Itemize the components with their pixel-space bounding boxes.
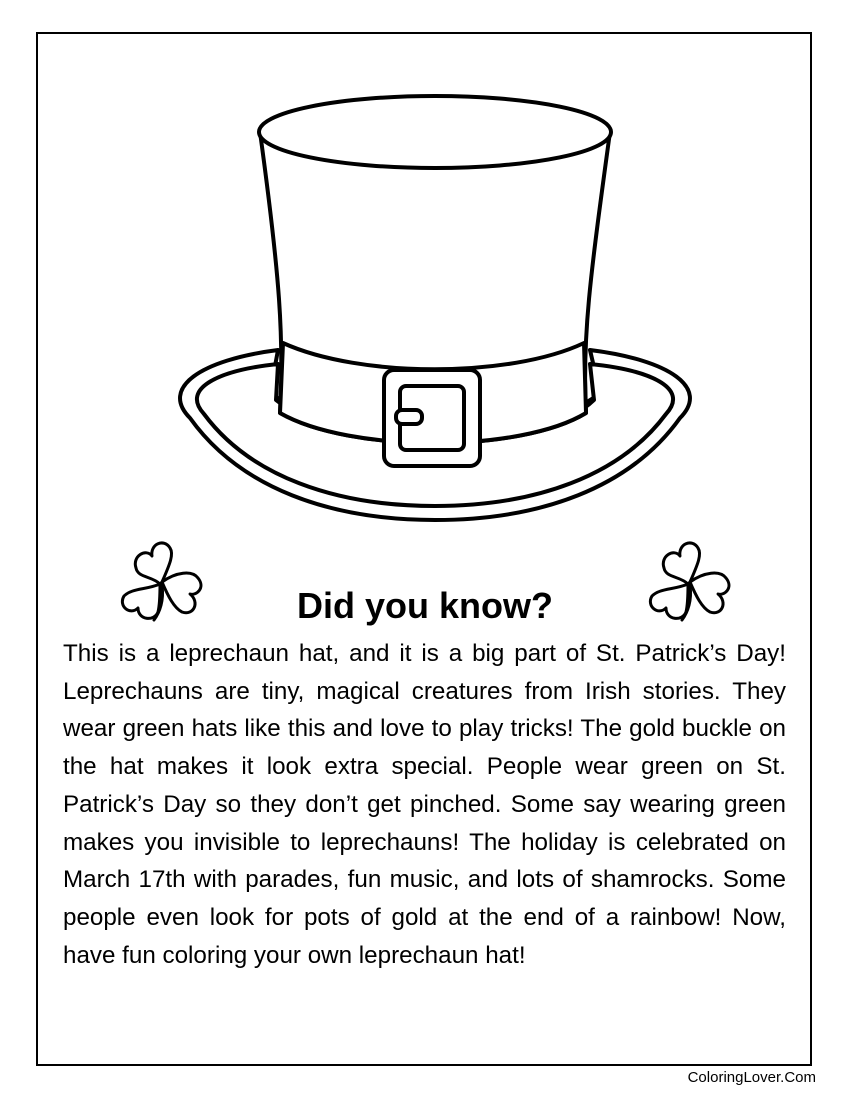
hat-top: [259, 96, 611, 168]
site-watermark: ColoringLover.Com: [687, 1069, 816, 1086]
fact-paragraph: This is a leprechaun hat, and it is a big part of St. Patrick’s Day! Leprechauns are tiny, magical creatures from Irish stories. They wear green hats like this and love to play tricks! The gold buckle on the hat makes it look extra special. People wear green on St. Patrick’s Day so they don’t get pinched. Some say wearing green makes you invisible to leprechauns! The holiday is celebrated on March 17th with parades, fun music, and lots of shamrocks. Some people even look for pots of gold at the end of a rainbow! Now, have fun coloring your own leprechaun hat!: [63, 640, 786, 969]
page-title: Did you know?: [297, 585, 553, 626]
buckle-prong: [396, 410, 422, 424]
leprechaun-hat-illustration: [160, 88, 710, 538]
